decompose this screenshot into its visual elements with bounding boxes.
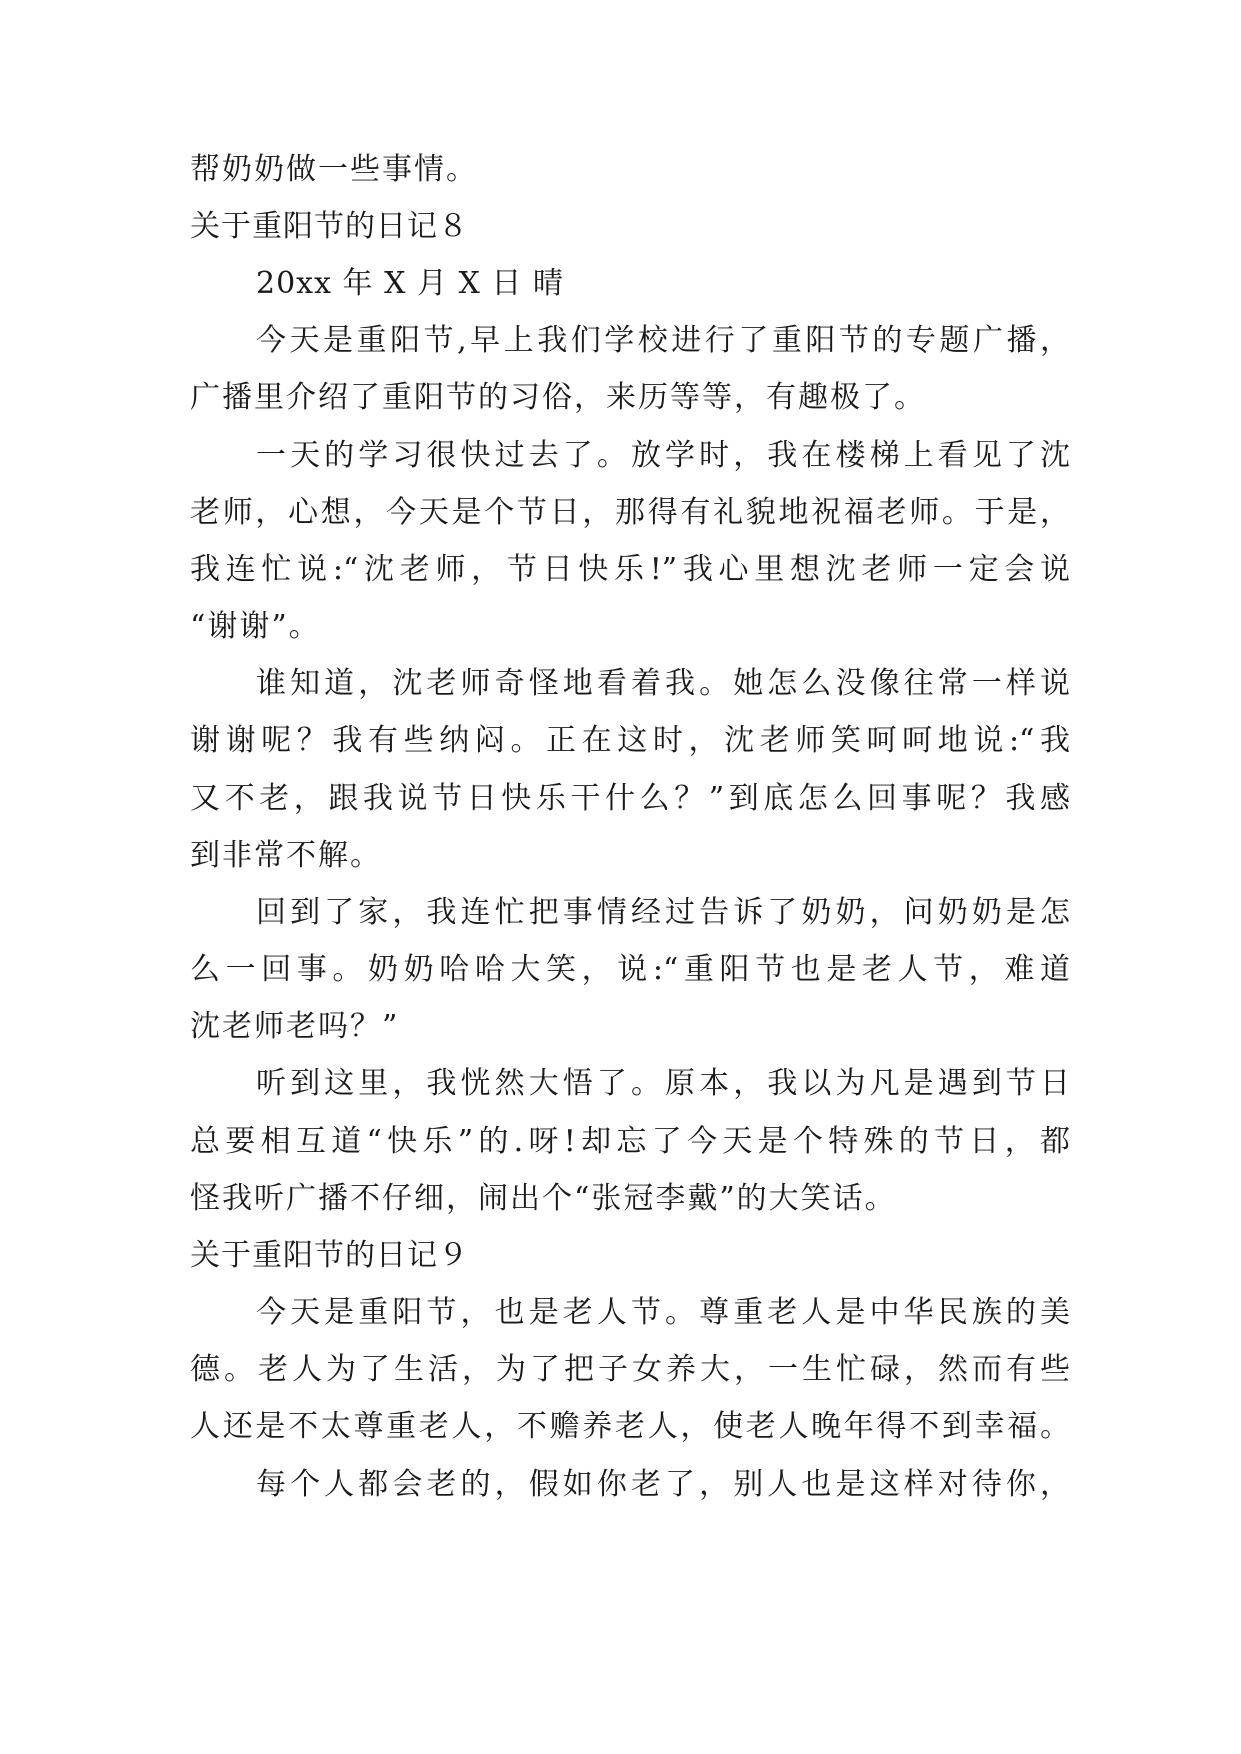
diary-date: 20xx 年 X 月 X 日 晴 xyxy=(256,266,564,301)
body-line: 每个人都会老的，假如你老了，别人也是这样对待你， xyxy=(256,1467,1070,1502)
section-heading: 关于重阳节的日记８ xyxy=(190,209,469,244)
body-line: 广播里介绍了重阳节的习俗，来历等等，有趣极了。 xyxy=(190,380,926,415)
body-line: 德。老人为了生活，为了把子女养大，一生忙碌，然而有些 xyxy=(190,1352,1070,1387)
body-line: 老师，心想，今天是个节日，那得有礼貌地祝福老师。于是， xyxy=(190,495,1070,530)
body-line: 人还是不太尊重老人，不赡养老人，使老人晚年得不到幸福。 xyxy=(190,1409,1070,1444)
section-heading: 关于重阳节的日记９ xyxy=(190,1238,469,1273)
body-line: 今天是重阳节，也是老人节。尊重老人是中华民族的美 xyxy=(256,1295,1070,1330)
body-line: “谢谢”。 xyxy=(190,609,321,644)
body-line: 听到这里，我恍然大悟了。原本，我以为凡是遇到节日 xyxy=(256,1066,1070,1101)
body-line: 总要相互道“快乐”的.呀!却忘了今天是个特殊的节日，都 xyxy=(190,1124,1070,1159)
body-line: 回到了家，我连忙把事情经过告诉了奶奶，问奶奶是怎 xyxy=(256,895,1070,930)
body-line: 谁知道，沈老师奇怪地看着我。她怎么没像往常一样说 xyxy=(256,666,1070,701)
body-line: 么一回事。奶奶哈哈大笑，说:“重阳节也是老人节，难道 xyxy=(190,952,1070,987)
body-line: 到非常不解。 xyxy=(190,838,382,873)
body-line: 谢谢呢？我有些纳闷。正在这时，沈老师笑呵呵地说:“我 xyxy=(190,723,1070,758)
body-line: 我连忙说:“沈老师，节日快乐!”我心里想沈老师一定会说 xyxy=(190,552,1070,587)
body-line: 怪我听广播不仔细，闹出个“张冠李戴”的大笑话。 xyxy=(190,1181,897,1216)
body-line: 一天的学习很快过去了。放学时，我在楼梯上看见了沈 xyxy=(256,438,1070,473)
body-line: 沈老师老吗？” xyxy=(190,1009,400,1044)
body-line: 又不老，跟我说节日快乐干什么？”到底怎么回事呢？我感 xyxy=(190,781,1070,816)
body-line: 今天是重阳节,早上我们学校进行了重阳节的专题广播， xyxy=(256,323,1070,358)
body-line: 帮奶奶做一些事情。 xyxy=(190,152,478,187)
